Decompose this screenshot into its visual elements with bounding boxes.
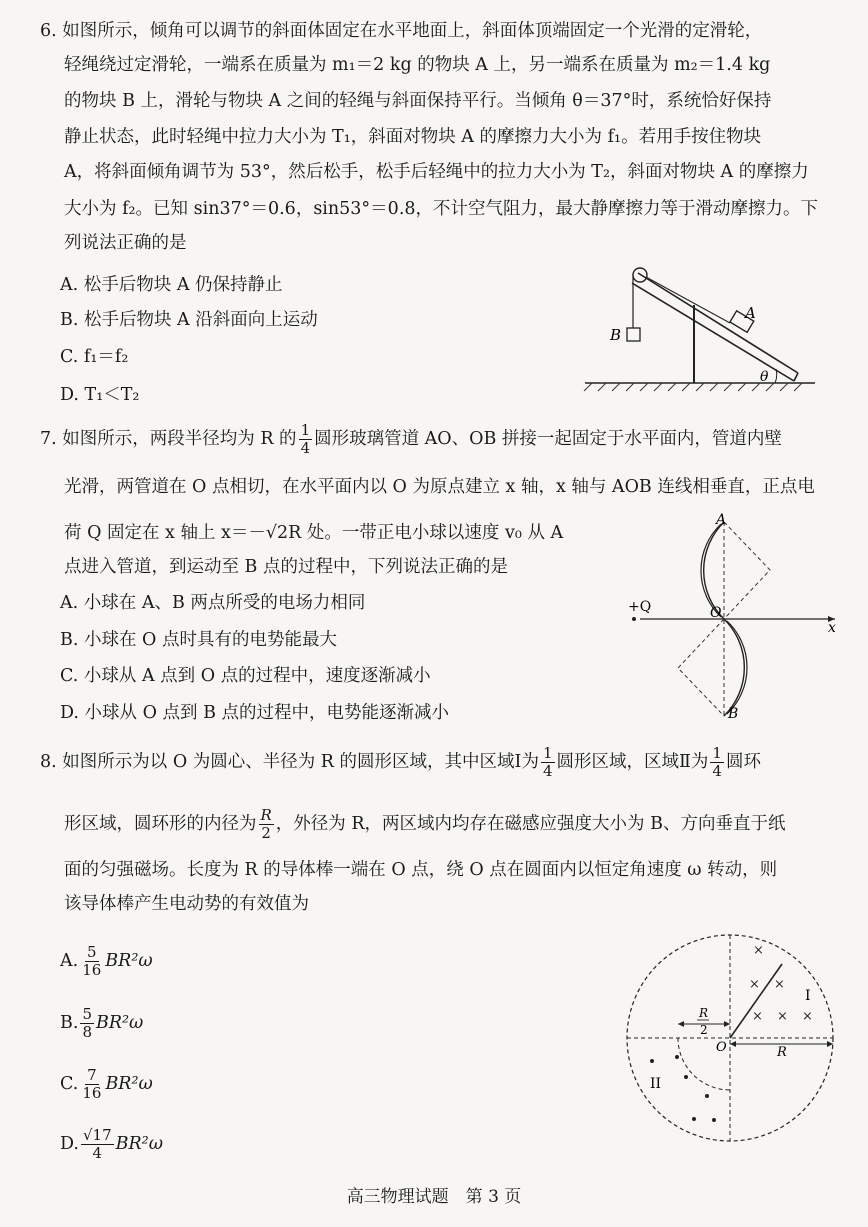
q6-option-c: C. f₁＝f₂ [60, 347, 129, 367]
q8-option-a-letter: A. [60, 951, 79, 971]
q8-option-c-frac [80, 1068, 103, 1101]
q8-option-b-num: 5 [82, 1005, 92, 1023]
q8-inner-num: R [260, 806, 272, 824]
q7-label-o: O [710, 605, 722, 621]
q8-frac1-den: 4 [542, 762, 553, 780]
q8-line-2-a: 形区域，圆环形的内径为 [64, 814, 257, 834]
q7-quarter-fraction [299, 423, 313, 456]
q7-line-1-text-2: 圆形玻璃管道 AO、OB 拼接一起固定于水平面内，管道内壁 [314, 429, 782, 449]
q8-option-a-tail: BR²ω [105, 951, 153, 971]
q8-option-c-den: 16 [82, 1084, 102, 1102]
q7-option-c: C. 小球从 A 点到 O 点的过程中，速度逐渐减小 [60, 666, 431, 686]
svg-text:×: × [802, 1009, 813, 1024]
q8-frac2-num: 1 [712, 744, 722, 762]
q8-line-2-b: ，外径为 R，两区域内均存在磁感应强度大小为 B、方向垂直于纸 [275, 814, 786, 834]
q8-quarter-fraction-1 [541, 746, 555, 779]
q8-option-a-frac [80, 945, 103, 978]
q7-line-1 [40, 423, 782, 456]
q6-option-a: A. 松手后物块 A 仍保持静止 [60, 275, 283, 295]
page-footer: 高三物理试题 第 3 页 [346, 1187, 522, 1207]
q7-label-x: x [828, 620, 836, 636]
q7-line-3: 荷 Q 固定在 x 轴上 x＝－√2R 处。一带正电小球以速度 v₀ 从 A [64, 523, 564, 543]
q7-frac-den: 4 [300, 439, 311, 457]
q6-line-7: 列说法正确的是 [64, 233, 187, 253]
q7-option-b: B. 小球在 O 点时具有的电势能最大 [60, 630, 337, 650]
q6-line-3: 的物块 B 上，滑轮与物块 A 之间的轻绳与斜面保持平行。当倾角 θ＝37°时，系统恰好保持 [64, 91, 772, 111]
q6-label-a: A [745, 304, 756, 322]
q8-option-a-den: 16 [82, 961, 102, 979]
q6-incline-figure [580, 255, 820, 395]
q8-line-3: 面的匀强磁场。长度为 R 的导体棒一端在 O 点，绕 O 点在圆面内以恒定角速度 ω 转动，则 [64, 860, 778, 880]
q6-line-5: A，将斜面倾角调节为 53°，然后松手，松手后轻绳中的拉力大小为 T₂，斜面对物块 A 的摩擦力 [64, 162, 809, 182]
q8-option-d [60, 1128, 163, 1161]
q7-line-4: 点进入管道，到运动至 B 点的过程中，下列说法正确的是 [64, 557, 508, 577]
q8-option-b-tail: BR²ω [95, 1013, 144, 1033]
q6-line-2: 轻绳绕过定滑轮，一端系在质量为 m₁＝2 kg 的物块 A 上，另一端系在质量为 m₂＝1.4 kg [64, 55, 771, 75]
q8-option-d-num: √17 [82, 1126, 112, 1144]
q6-option-b: B. 松手后物块 A 沿斜面向上运动 [60, 310, 318, 330]
svg-text:×: × [752, 1009, 763, 1024]
q8-line-1 [40, 746, 761, 779]
q8-label-rhalf-num: R [699, 1006, 709, 1020]
q8-option-d-frac [81, 1128, 114, 1161]
q8-option-c-num: 7 [87, 1066, 97, 1084]
q7-option-a: A. 小球在 A、B 两点所受的电场力相同 [60, 593, 366, 613]
q8-option-a-num: 5 [86, 943, 97, 961]
q6-label-b: B [610, 326, 622, 344]
q8-line-1-a: 8. 如图所示为以 O 为圆心、半径为 R 的圆形区域，其中区域Ⅰ为 [40, 752, 539, 772]
q6-line-4: 静止状态，此时轻绳中拉力大小为 T₁，斜面对物块 A 的摩擦力大小为 f₁。若用手按住物块 [64, 127, 762, 147]
q8-magnetic-field-figure [622, 928, 842, 1148]
q8-inner-radius-fraction [259, 808, 274, 841]
q8-line-2 [64, 808, 785, 841]
q6-option-d: D. T₁＜T₂ [60, 385, 140, 405]
svg-text:×: × [753, 943, 764, 958]
q8-frac2-den: 4 [712, 762, 722, 780]
q8-option-c [60, 1068, 153, 1101]
q7-frac-num: 1 [300, 421, 311, 439]
q8-option-c-letter: C. [60, 1074, 79, 1094]
q8-line-1-b: 圆形区域，区域Ⅱ为 [556, 752, 709, 772]
q8-quarter-fraction-2 [710, 746, 724, 779]
q8-label-region-1: I [805, 988, 811, 1004]
q7-label-b: B [728, 706, 739, 722]
q8-option-d-den: 4 [92, 1144, 103, 1162]
q8-label-r: R [777, 1045, 787, 1060]
svg-text:×: × [774, 977, 785, 992]
q8-label-o: O [716, 1040, 727, 1055]
q8-frac1-num: 1 [542, 744, 553, 762]
q7-line-1-text: 7. 如图所示，两段半径均为 R 的 [40, 429, 297, 449]
q8-option-d-tail: BR²ω [115, 1134, 163, 1154]
q8-line-1-c: 圆环 [725, 752, 761, 772]
q8-option-b-den: 8 [82, 1023, 92, 1041]
q7-label-a: A [716, 512, 727, 528]
q6-line-1: 6. 如图所示，倾角可以调节的斜面体固定在水平地面上，斜面体顶端固定一个光滑的定滑轮， [40, 21, 763, 41]
svg-text:×: × [749, 977, 760, 992]
q7-pipe-figure [620, 508, 850, 723]
q8-option-b-frac [80, 1007, 94, 1040]
q7-option-d: D. 小球从 O 点到 B 点的过程中，电势能逐渐减小 [60, 703, 449, 723]
q8-label-rhalf-den: 2 [700, 1023, 708, 1037]
q8-option-b-letter: B. [60, 1013, 79, 1033]
q8-option-d-letter: D. [60, 1134, 79, 1154]
svg-text:×: × [777, 1009, 788, 1024]
q6-label-theta: θ [760, 369, 769, 385]
q8-inner-den: 2 [261, 824, 271, 842]
q8-option-b [60, 1007, 143, 1040]
q8-option-a [60, 945, 153, 978]
q6-line-6: 大小为 f₂。已知 sin37°＝0.6，sin53°＝0.8，不计空气阻力，最大静摩擦力等于滑动摩擦力。下 [64, 199, 819, 219]
q7-line-2: 光滑，两管道在 O 点相切，在水平面内以 O 为原点建立 x 轴，x 轴与 AOB 连线相垂直，正点电 [64, 477, 815, 497]
q8-option-c-tail: BR²ω [105, 1074, 153, 1094]
q7-label-q: +Q [628, 599, 652, 615]
q8-label-region-2: II [650, 1076, 662, 1092]
q8-line-4: 该导体棒产生电动势的有效值为 [64, 894, 309, 914]
